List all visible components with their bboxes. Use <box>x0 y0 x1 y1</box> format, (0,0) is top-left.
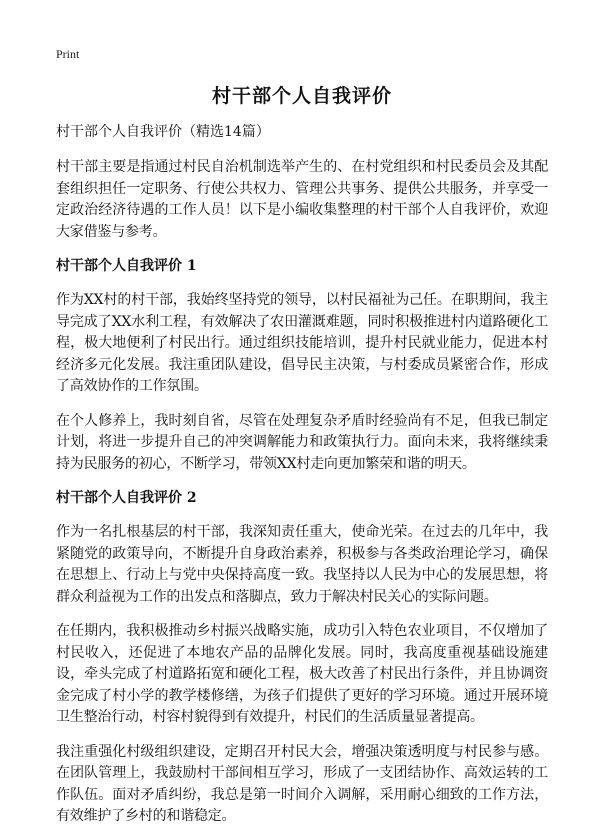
section-2-paragraph-1: 作为一名扎根基层的村干部，我深知责任重大，使命光荣。在过去的几年中，我紧随党的政策导向，不断提升自身政治素养，积极参与各类政治理论学习，确保在思想上、行动上与党中央保持高度一致。我坚持以人民为中心的发展思想，将群众利益视为工作的出发点和落脚点，致力于解决村民关心的实际问题。 <box>56 524 548 605</box>
section-1-paragraph-2: 在个人修养上，我时刻自省，尽管在处理复杂矛盾时经验尚有不足，但我已制定计划，将进一步提升自己的冲突调解能力和政策执行力。面向未来，我将继续秉持为民服务的初心，不断学习，带领XX村走向更加繁荣和谐的明天。 <box>56 412 548 472</box>
print-link[interactable]: Print <box>56 47 80 61</box>
section-heading-2: 村干部个人自我评价 2 <box>56 490 197 506</box>
section-2-paragraph-2: 在任期内，我积极推动乡村振兴战略实施，成功引入特色农业项目，不仅增加了村民收入，还促进了本地农产品的品牌化发展。同时，我高度重视基础设施建设，牵头完成了村道路拓宽和硬化工程，极大改善了村民出行条件，并且协调资金完成了村小学的教学楼修缮，为孩子们提供了更好的学习环境。通过开展环境卫生整治行动，村容村貌得到有效提升，村民们的生活质量显著提高。 <box>56 623 548 725</box>
document-subtitle: 村干部个人自我评价（精选14篇） <box>56 124 270 140</box>
section-2-paragraph-3: 我注重强化村级组织建设，定期召开村民大会，增强决策透明度与村民参与感。在团队管理上，我鼓励村干部间相互学习，形成了一支团结协作、高效运转的工作队伍。面对矛盾纠纷，我总是第一时间介入调解，采用耐心细致的工作方法，有效维护了乡村的和谐稳定。 <box>56 743 548 824</box>
document-title: 村干部个人自我评价 <box>211 85 392 107</box>
section-heading-1: 村干部个人自我评价 1 <box>56 258 197 274</box>
intro-paragraph: 村干部主要是指通过村民自治机制选举产生的、在村党组织和村民委员会及其配套组织担任一定职务、行使公共权力、管理公共事务、提供公共服务，并享受一定政治经济待遇的工作人员！以下是小编收集整理的村干部个人自我评价，欢迎大家借鉴与参考。 <box>56 159 548 240</box>
section-1-paragraph-1: 作为XX村的村干部，我始终坚持党的领导，以村民福祉为己任。在职期间，我主导完成了XX水利工程，有效解决了农田灌溉难题，同时积极推进村内道路硬化工程，极大地便利了村民出行。通过组织技能培训，提升村民就业能力，促进本村经济多元化发展。我注重团队建设，倡导民主决策，与村委成员紧密合作，形成了高效协作的工作氛围。 <box>56 292 548 394</box>
